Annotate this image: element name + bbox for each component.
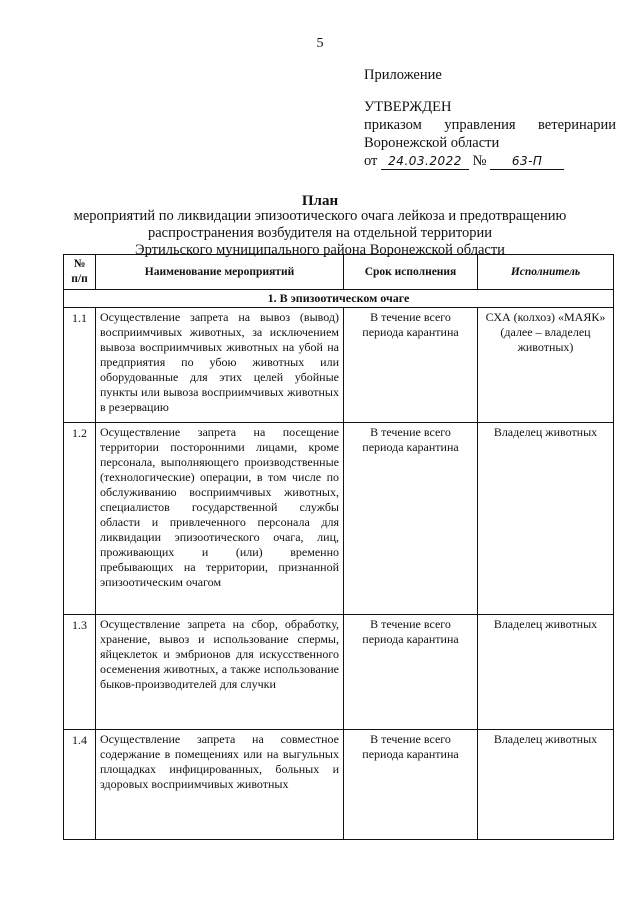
row-term: В течение всего периода карантина [344, 730, 478, 840]
from-prefix: от [364, 153, 378, 169]
row-name: Осуществление запрета на сбор, обработку, хранение, вывоз и использование спермы, яйцеклеток и эмбрионов для искусственного осеменения животных, а также использование быков-производителей для случки [96, 615, 344, 730]
section-row [64, 290, 614, 308]
number-sign: № [472, 153, 487, 169]
order-line-1: приказом управления ветеринарии [364, 117, 616, 133]
plan-subtitle [40, 208, 600, 259]
plan-title: План [301, 193, 339, 209]
section-title: 1. В эпизоотическом очаге [64, 290, 614, 308]
row-executor: Владелец животных [478, 615, 614, 730]
row-name: Осуществление запрета на вывоз (вывод) восприимчивых животных, за исключением вывоза восприимчивых животных на убой на предприятия по убою животных или оборудованные для этих целей убойные пункты или вывоза восприимчивых животных в резервацию [96, 308, 344, 423]
order-line-2: Воронежской области [364, 135, 500, 151]
row-num: 1.4 [64, 730, 96, 840]
row-executor: Владелец животных [478, 730, 614, 840]
header-name: Наименование мероприятий [96, 255, 344, 290]
row-term: В течение всего периода карантина [344, 308, 478, 423]
subtitle-line-2: распространения возбудителя на отдельной территории [148, 225, 492, 241]
order-number: 63-П [490, 153, 564, 170]
plan-table [63, 254, 614, 840]
order-date: 24.03.2022 [381, 153, 469, 170]
header-num: № п/п [64, 255, 96, 290]
approval-block [364, 66, 616, 170]
subtitle-line-1: мероприятий по ликвидации эпизоотического очага лейкоза и предотвращению [73, 208, 567, 224]
row-executor: Владелец животных [478, 423, 614, 615]
row-num: 1.2 [64, 423, 96, 615]
row-term: В течение всего периода карантина [344, 423, 478, 615]
row-num: 1.1 [64, 308, 96, 423]
row-name: Осуществление запрета на совместное содержание в помещениях или на выгульных площадках инфицированных, больных и здоровых восприимчивых животных [96, 730, 344, 840]
header-term: Срок исполнения [344, 255, 478, 290]
row-name: Осуществление запрета на посещение территории посторонними лицами, кроме персонала, выполняющего производственные (технологические) операции, в том числе по обслуживанию восприимчивых животных, специалистов государственной службы области и привлеченного персонала для ликвидации эпизоотического очага, лиц, проживающих и (или) временно пребывающих на территории, признанной эпизоотическим очагом [96, 423, 344, 615]
row-executor: СХА (колхоз) «МАЯК» (далее – владелец животных) [478, 308, 614, 423]
appendix-label: Приложение [364, 67, 442, 83]
table-row [64, 615, 614, 730]
row-num: 1.3 [64, 615, 96, 730]
table-row [64, 730, 614, 840]
row-term: В течение всего периода карантина [344, 615, 478, 730]
subtitle-line-3: Эртильского муниципального района Воронежской области [135, 242, 505, 258]
approved-label: УТВЕРЖДЕН [364, 99, 452, 115]
table-header-row [64, 255, 614, 290]
order-date-line [364, 152, 616, 170]
header-executor: Исполнитель [478, 255, 614, 290]
table-row [64, 308, 614, 423]
page-number: 5 [316, 36, 324, 51]
table-row [64, 423, 614, 615]
